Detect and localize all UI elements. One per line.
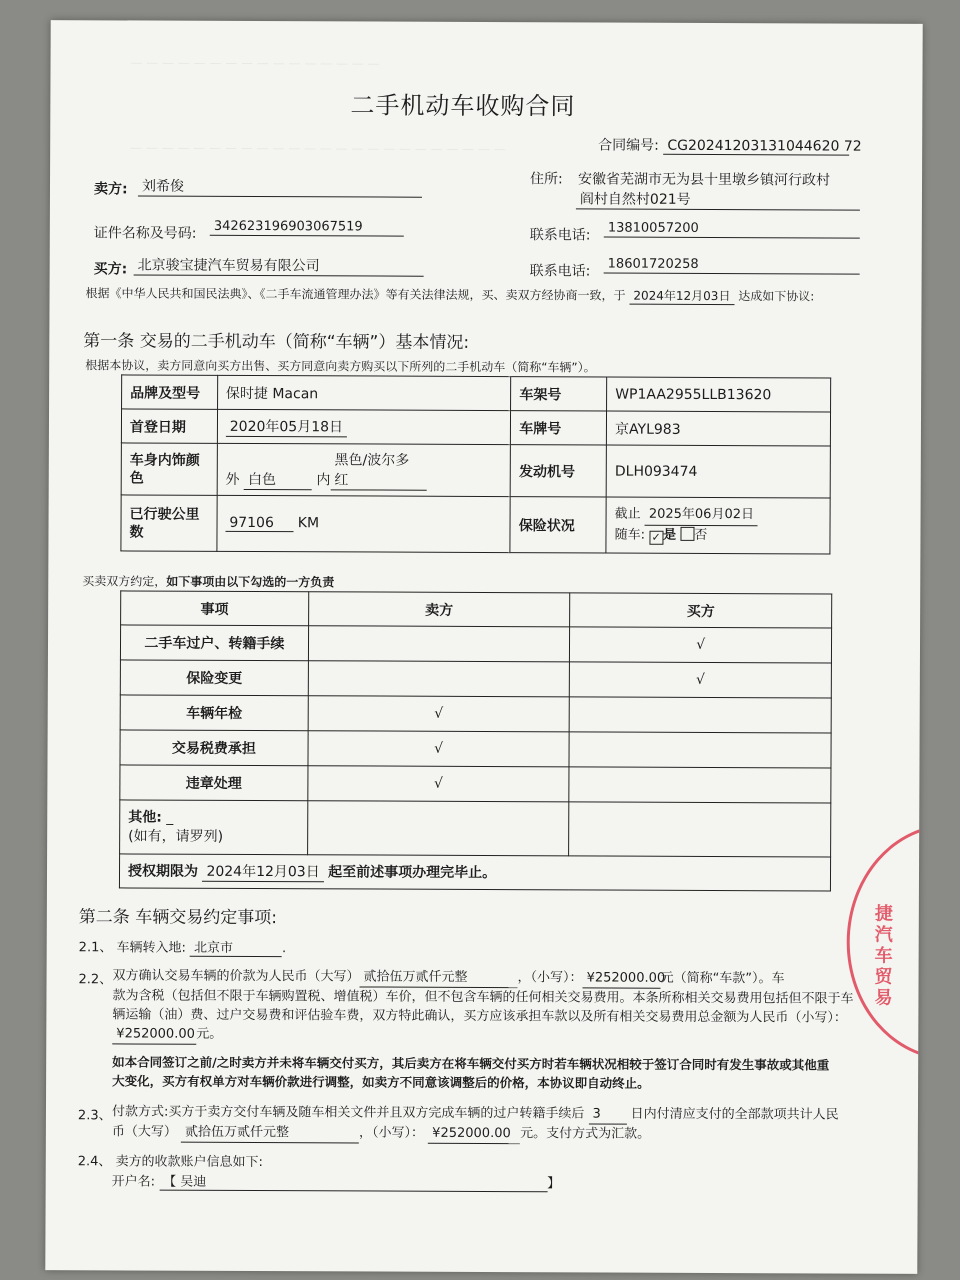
- article-1-intro: 根据本协议，卖方同意向买方出售、买方同意向卖方购买以下所列的二手机动车（简称“车辆”）。: [85, 358, 596, 375]
- id-number: 342623196903067519: [210, 219, 404, 237]
- address-line-2: 阎村自然村021号: [576, 188, 860, 210]
- table-row: [120, 660, 831, 698]
- bleed-through-text: — — — — — — — — — — — — — — — — — — — — — — — —: [130, 140, 506, 157]
- account-name-row: [112, 1170, 561, 1192]
- basis-date: 2024年12月03日: [629, 287, 734, 305]
- row-buyer-check[interactable]: √: [570, 627, 832, 663]
- total-amount-unit: 元。: [196, 1026, 223, 1042]
- mileage-label-line-2: 数: [129, 523, 144, 541]
- reg-date-cell: [217, 409, 511, 444]
- interior-color: 黑色/波尔多红: [330, 449, 426, 490]
- deadline-label: 授权期限为: [127, 863, 199, 880]
- clause-2-4: [78, 1150, 263, 1170]
- insurance-until-label: 截止: [614, 506, 641, 522]
- color-label-line-1: 车身内饰颜: [129, 451, 200, 469]
- clause-2-2-text-b: ，（小写）：: [517, 970, 583, 986]
- buyer-phone: 18601720258: [604, 257, 860, 275]
- table-row: [120, 765, 831, 803]
- clause-2-2-text-a: 双方确认交易车辆的价款为人民币（大写）: [112, 968, 360, 985]
- contract-no: [598, 134, 862, 155]
- seller-phone-label: 联系电话:: [529, 227, 591, 244]
- reg-date-value: 2020年05月18日: [226, 416, 347, 438]
- insurance-until-date: 2025年06月02日: [645, 505, 758, 526]
- plate-label: 车牌号: [511, 411, 607, 445]
- clause-2-1-value: 北京市: [190, 937, 282, 957]
- row-item: 二手车过户、转籍手续: [120, 625, 308, 661]
- table-row: [120, 730, 831, 768]
- clause-2-3-number: 2.3、: [77, 1108, 112, 1124]
- mileage-label: [121, 495, 217, 551]
- clause-2-3-text-a: 付款方式:买方于卖方交付车辆及随车相关文件并且双方完成车辆的过户转籍手续后: [111, 1104, 585, 1122]
- price-adjustment-line-2: 大变化，买方有权单方对车辆价款进行调整，如卖方不同意该调整后的价格，本协议即自动终止。: [112, 1073, 650, 1091]
- other-hint: (如有，请罗列): [128, 827, 224, 845]
- price-adjustment-line-1: 如本合同签订之前/之时卖方并未将车辆交付买方，其后卖方在将车辆交付买方时若车辆状况相较于签订合同时有发生事故或其他重: [112, 1054, 830, 1073]
- contract-no-value: CG20241203131044620 72: [663, 138, 849, 156]
- col-item-header: 事项: [121, 591, 309, 626]
- price-adjustment-clause: [112, 1052, 902, 1093]
- brand-label: 品牌及型号: [122, 375, 218, 409]
- insurance-label: 保险状况: [510, 497, 606, 553]
- col-seller-header: 卖方: [308, 592, 570, 627]
- payment-lower: ¥252000.00: [428, 1124, 520, 1144]
- table-row: [120, 695, 831, 733]
- mileage-label-line-1: 已行驶公里: [129, 505, 200, 523]
- clause-2-1-label: 车辆转入地:: [116, 940, 186, 956]
- clause-2-4-label: 卖方的收款账户信息如下:: [115, 1154, 263, 1171]
- seller-name: 刘希俊: [138, 175, 422, 197]
- price-lower: ¥252000.00: [583, 968, 661, 988]
- engine-label: 发动机号: [510, 445, 606, 497]
- color-label: [121, 443, 217, 495]
- deadline-end: 起至前述事项办理完毕止。: [328, 864, 497, 882]
- responsibility-intro-bold: 如下事项由以下勾选的一方负责: [166, 574, 335, 590]
- insurance-follow-label: 随车:: [614, 527, 646, 543]
- table-row-deadline: [119, 854, 830, 891]
- clause-2-3-text-c: 币（大写）: [111, 1124, 177, 1140]
- other-seller[interactable]: [307, 801, 569, 856]
- other-value: _: [166, 809, 174, 826]
- clause-2-2-text-c: 元（简称“车款”）。车: [660, 970, 785, 987]
- vin-label: 车架号: [511, 377, 607, 411]
- contract-page: [45, 20, 922, 1274]
- reg-date-label: 首登日期: [121, 409, 217, 443]
- account-name-value: 【 吴迪: [159, 1171, 547, 1193]
- row-buyer-check[interactable]: [569, 767, 831, 803]
- account-name-label: 开户名:: [111, 1174, 156, 1190]
- page-title: 二手机动车收购合同: [350, 91, 576, 121]
- clause-2-3-text-d: ，（小写）：: [359, 1125, 425, 1141]
- insurance-no: 否: [694, 527, 708, 543]
- interior-prefix: 内: [316, 472, 331, 489]
- other-cell: [120, 800, 308, 855]
- address-line-1: 安徽省芜湖市无为县十里墩乡镇河行政村: [578, 171, 831, 189]
- checkbox-checked-icon[interactable]: ✓: [649, 531, 663, 545]
- row-buyer-check[interactable]: √: [570, 662, 832, 698]
- col-buyer-header: 买方: [570, 593, 832, 628]
- clause-2-4-number: 2.4、: [77, 1154, 112, 1170]
- seller-phone: 13810057200: [604, 221, 860, 239]
- clause-2-3-text-b: 日内付清应支付的全部款项共计人民: [630, 1106, 839, 1123]
- clause-2-2-line-3: 辆运输（油）费、过户交易费和评估验车费，双方特此确认，买方应该承担车款以及所有相关交易费用总金额为人民币（小写）：: [112, 1007, 847, 1026]
- mileage-unit: KM: [297, 515, 320, 532]
- row-buyer-check[interactable]: [569, 732, 831, 768]
- bleed-through-text: — — — — — — — — — — — — — — — —: [130, 55, 380, 71]
- clause-2-1: 2.1、 车辆转入地: 北京市 .: [79, 936, 287, 957]
- row-seller-check[interactable]: [308, 626, 570, 662]
- table-row: [121, 443, 830, 498]
- mileage-value: 97106: [225, 515, 293, 532]
- insurance-cell: [606, 497, 830, 554]
- company-seal-text: 捷汽车贸易: [871, 903, 893, 1009]
- row-item: 交易税费承担: [120, 730, 308, 766]
- row-seller-check[interactable]: [308, 661, 570, 697]
- address-label: 住所:: [530, 171, 563, 188]
- clause-2-2: [112, 966, 898, 1047]
- clause-2-3-text-e: 元。支付方式为汇款。: [520, 1126, 651, 1142]
- color-cell: [217, 443, 511, 496]
- plate-value: 京AYL983: [606, 411, 830, 446]
- engine-value: DLH093474: [606, 445, 830, 498]
- vehicle-info-table: [120, 374, 831, 554]
- basis-text: 根据《中华人民共和国民法典》、《二手车流通管理办法》等有关法律法规，买、卖双方经协商一致，于: [85, 286, 626, 303]
- row-seller-check[interactable]: √: [308, 731, 570, 767]
- responsibility-table: [119, 590, 832, 891]
- exterior-color: 白色: [244, 469, 312, 490]
- id-label: 证件名称及号码:: [93, 225, 197, 242]
- responsibility-intro: [82, 572, 334, 590]
- other-label: 其他:: [128, 808, 162, 826]
- table-row-other: [120, 800, 831, 857]
- vin-value: WP1AA2955LLB13620: [607, 377, 831, 412]
- total-amount: ¥252000.00: [112, 1024, 196, 1044]
- seller-label: 卖方:: [93, 181, 128, 198]
- row-seller-check[interactable]: √: [308, 766, 570, 802]
- row-item: 保险变更: [120, 660, 308, 696]
- basis-paragraph: [86, 284, 815, 305]
- table-row: [120, 625, 831, 663]
- deadline-date: 2024年12月03日: [202, 861, 323, 883]
- payment-days: 3: [588, 1104, 626, 1124]
- color-label-line-2: 色: [129, 469, 144, 487]
- table-header-row: [121, 591, 832, 628]
- basis-end: 达成如下协议:: [738, 289, 815, 304]
- mileage-cell: [217, 495, 511, 552]
- row-item: 车辆年检: [120, 695, 308, 731]
- responsibility-intro-plain: 买卖双方约定，: [82, 574, 167, 589]
- buyer-name: 北京骏宝捷汽车贸易有限公司: [134, 254, 424, 276]
- account-name-end: 】: [547, 1176, 561, 1192]
- row-seller-check[interactable]: √: [308, 696, 570, 732]
- brand-value: 保时捷 Macan: [217, 375, 511, 410]
- buyer-phone-label: 联系电话:: [529, 263, 591, 280]
- payment-upper: 贰拾伍万贰仟元整: [181, 1123, 359, 1144]
- table-row: [121, 409, 830, 446]
- checkbox-empty-icon[interactable]: [680, 527, 694, 541]
- article-1-title: 第一条 交易的二手机动车（简称“车辆”）基本情况:: [83, 331, 470, 353]
- row-buyer-check[interactable]: [569, 697, 831, 733]
- clause-2-2-number: 2.2、: [78, 972, 113, 988]
- table-row: [121, 495, 830, 554]
- table-row: [122, 375, 831, 412]
- exterior-prefix: 外: [225, 471, 240, 488]
- other-buyer[interactable]: [569, 802, 831, 857]
- contract-no-label: 合同编号:: [598, 137, 659, 154]
- clause-2-2-line-2: 款为含税（包括但不限于车辆购置税、增值税）车价，但不包含车辆的任何相关交易费用。本条所称相关交易费用包括但不限于车: [112, 988, 854, 1007]
- buyer-label: 买方:: [93, 261, 128, 278]
- deadline-cell: [119, 854, 830, 891]
- clause-2-1-number: 2.1、: [78, 940, 113, 956]
- article-2-title: 第二条 车辆交易约定事项:: [78, 907, 277, 929]
- row-item: 违章处理: [120, 765, 308, 801]
- insurance-yes: 是: [663, 527, 677, 543]
- clause-2-3: [112, 1102, 902, 1145]
- price-upper: 贰拾伍万贰仟元整: [360, 967, 518, 988]
